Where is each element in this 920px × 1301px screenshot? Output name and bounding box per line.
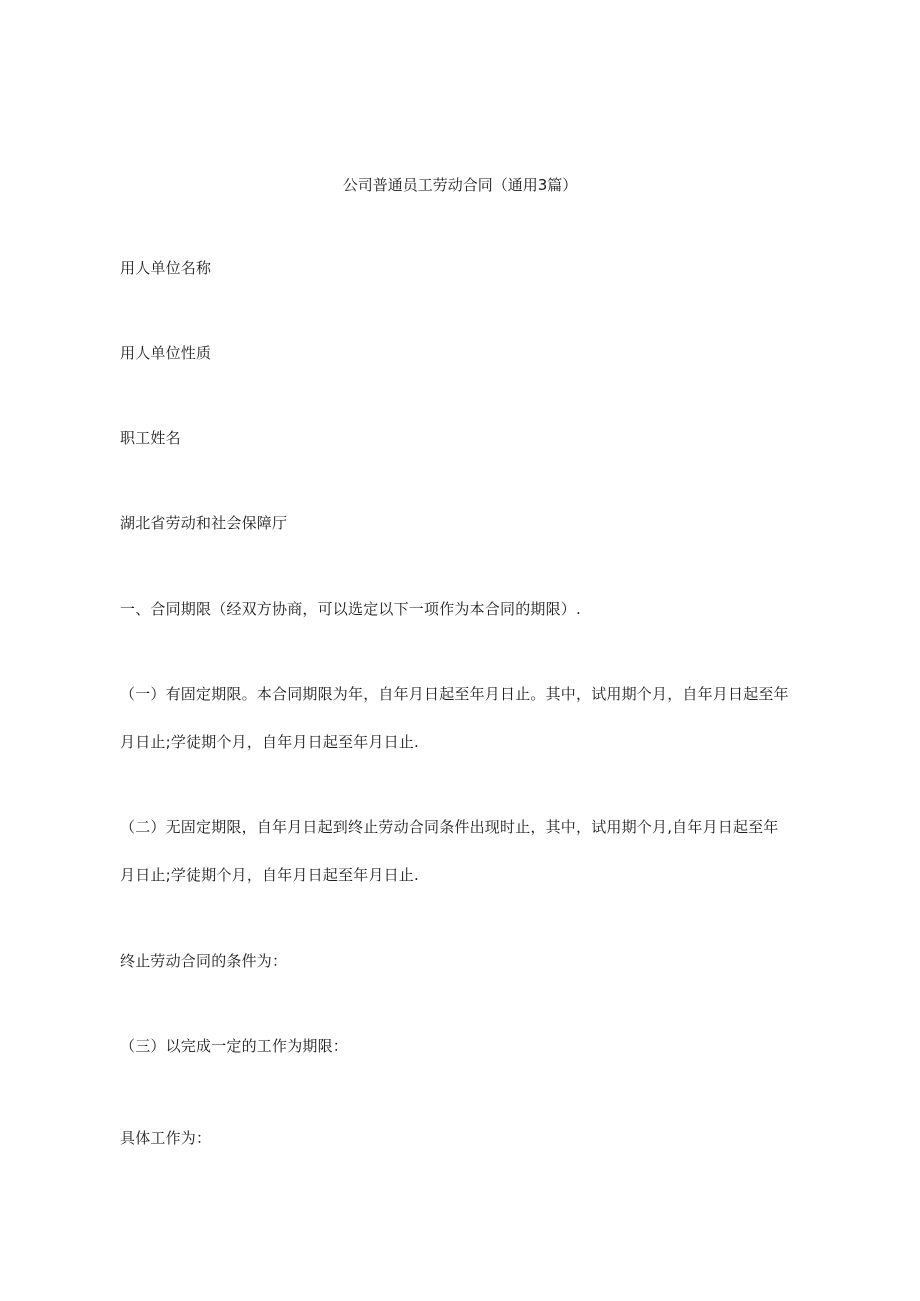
- employer-type-field: 用人单位性质: [120, 344, 212, 362]
- item2-line1: （二）无固定期限，自年月日起到终止劳动合同条件出现时止，其中，试用期个月,自年月日起至年: [120, 818, 779, 836]
- section1-heading: 一、合同期限（经双方协商，可以选定以下一项作为本合同的期限）.: [120, 600, 581, 618]
- employer-name-field: 用人单位名称: [120, 259, 212, 277]
- item1-line1: （一）有固定期限。本合同期限为年，自年月日起至年月日止。其中，试用期个月，自年月日起至年: [120, 685, 789, 703]
- employee-name-field: 职工姓名: [120, 429, 181, 447]
- item3-line1: （三）以完成一定的工作为期限：: [120, 1037, 349, 1055]
- item1-line2: 月日止;学徒期个月，自年月日起至年月日止.: [120, 733, 420, 751]
- document-title: 公司普通员工劳动合同（通用3篇）: [342, 176, 578, 194]
- termination-conditions-line: 终止劳动合同的条件为：: [120, 952, 288, 970]
- item2-line2: 月日止;学徒期个月，自年月日起至年月日止.: [120, 866, 420, 884]
- issuer-line: 湖北省劳动和社会保障厅: [120, 514, 288, 532]
- specific-work-line: 具体工作为：: [120, 1129, 212, 1147]
